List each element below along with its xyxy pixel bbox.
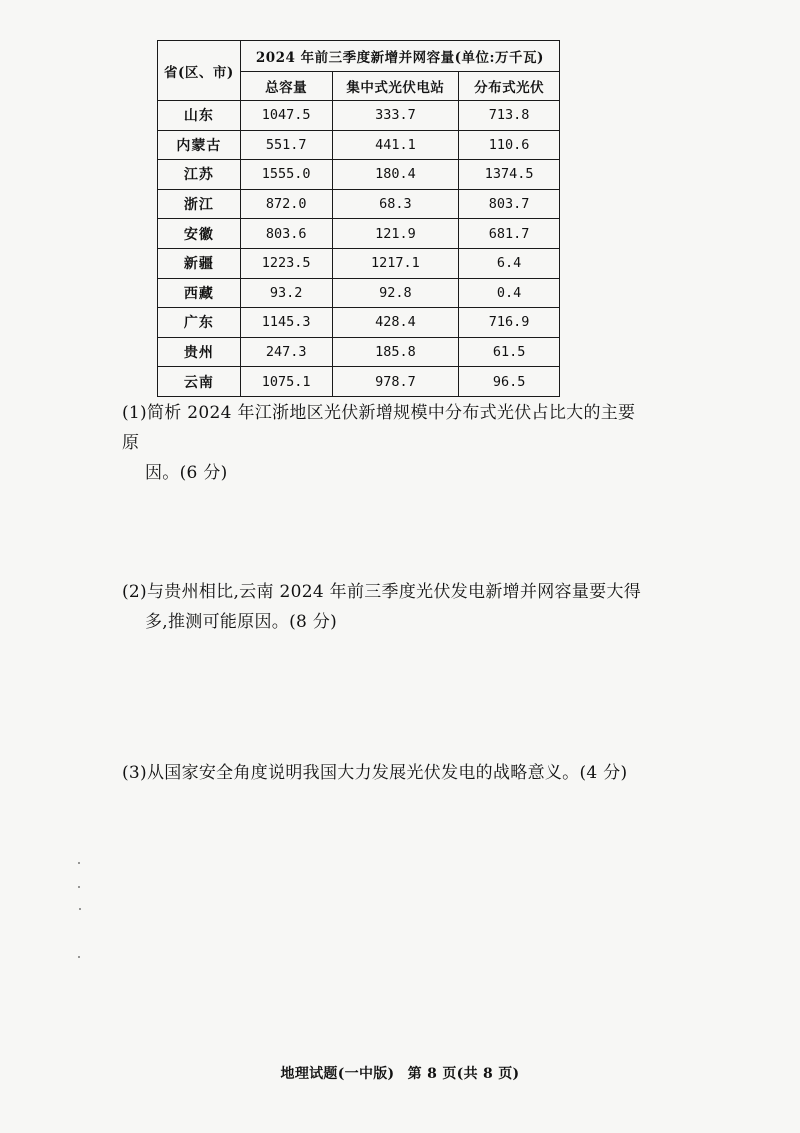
scan-speck (78, 862, 80, 864)
total-cell: 1223.5 (240, 248, 332, 278)
table-row (158, 308, 560, 338)
total-cell: 247.3 (240, 337, 332, 367)
table-row (158, 219, 560, 249)
column-header-total: 总容量 (240, 72, 332, 101)
total-cell: 1047.5 (240, 101, 332, 131)
distributed-cell: 0.4 (459, 278, 560, 308)
distributed-cell: 681.7 (459, 219, 560, 249)
footer-page-number: 第 8 页(共 8 页) (407, 1066, 520, 1082)
scan-speck (79, 908, 81, 910)
central-cell: 428.4 (332, 308, 459, 338)
table-row (158, 367, 560, 397)
capacity-table (157, 40, 560, 397)
total-cell: 1555.0 (240, 160, 332, 190)
distributed-cell: 803.7 (459, 189, 560, 219)
region-cell: 广东 (158, 308, 241, 338)
region-cell: 内蒙古 (158, 130, 241, 160)
table-row (158, 248, 560, 278)
central-cell: 1217.1 (332, 248, 459, 278)
central-cell: 92.8 (332, 278, 459, 308)
scan-speck (78, 956, 80, 958)
table-row (158, 278, 560, 308)
question-1 (122, 398, 642, 488)
total-cell: 872.0 (240, 189, 332, 219)
central-cell: 121.9 (332, 219, 459, 249)
distributed-cell: 716.9 (459, 308, 560, 338)
table-row (158, 189, 560, 219)
table-row (158, 130, 560, 160)
region-cell: 西藏 (158, 278, 241, 308)
distributed-cell: 6.4 (459, 248, 560, 278)
table-row (158, 337, 560, 367)
region-cell: 贵州 (158, 337, 241, 367)
question-2 (122, 577, 642, 637)
total-cell: 803.6 (240, 219, 332, 249)
column-header-distributed: 分布式光伏 (459, 72, 560, 101)
scan-speck (78, 886, 80, 888)
question-3 (122, 758, 642, 788)
question-3-line-1: (3)从国家安全角度说明我国大力发展光伏发电的战略意义。(4 分) (122, 763, 628, 783)
distributed-cell: 61.5 (459, 337, 560, 367)
central-cell: 441.1 (332, 130, 459, 160)
region-cell: 江苏 (158, 160, 241, 190)
central-cell: 180.4 (332, 160, 459, 190)
distributed-cell: 713.8 (459, 101, 560, 131)
region-cell: 山东 (158, 101, 241, 131)
total-cell: 551.7 (240, 130, 332, 160)
header-title: 2024 年前三季度新增并网容量(单位:万千瓦) (240, 41, 559, 72)
region-cell: 浙江 (158, 189, 241, 219)
header-region: 省(区、市) (158, 41, 241, 101)
page-footer (0, 1063, 800, 1083)
region-cell: 新疆 (158, 248, 241, 278)
total-cell: 1075.1 (240, 367, 332, 397)
table-row (158, 160, 560, 190)
central-cell: 185.8 (332, 337, 459, 367)
column-header-central: 集中式光伏电站 (332, 72, 459, 101)
question-2-line-1: (2)与贵州相比,云南 2024 年前三季度光伏发电新增并网容量要大得 (122, 582, 642, 602)
distributed-cell: 96.5 (459, 367, 560, 397)
central-cell: 68.3 (332, 189, 459, 219)
region-cell: 安徽 (158, 219, 241, 249)
distributed-cell: 1374.5 (459, 160, 560, 190)
distributed-cell: 110.6 (459, 130, 560, 160)
question-1-line-2: 因。(6 分) (145, 463, 228, 483)
table-row (158, 101, 560, 131)
question-2-line-2: 多,推测可能原因。(8 分) (145, 612, 338, 632)
central-cell: 333.7 (332, 101, 459, 131)
total-cell: 1145.3 (240, 308, 332, 338)
footer-subject: 地理试题(一中版) (280, 1066, 395, 1082)
central-cell: 978.7 (332, 367, 459, 397)
total-cell: 93.2 (240, 278, 332, 308)
region-cell: 云南 (158, 367, 241, 397)
question-1-line-1: (1)简析 2024 年江浙地区光伏新增规模中分布式光伏占比大的主要原 (122, 403, 636, 453)
